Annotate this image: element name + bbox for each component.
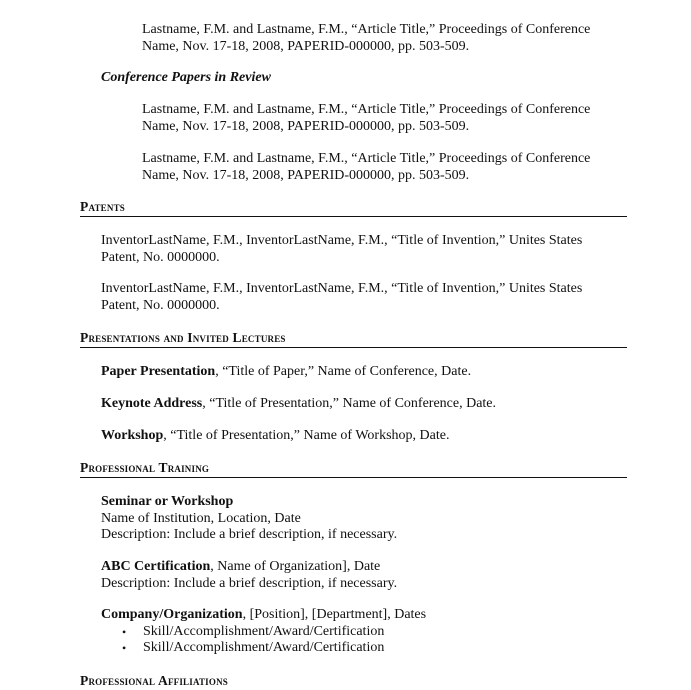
certification-entry xyxy=(101,559,641,592)
conference-paper-entry xyxy=(142,22,662,55)
patent-line: Patent, No. 0000000. xyxy=(101,297,220,313)
certification-title: ABC Certification xyxy=(101,559,211,574)
reference-line: Name, Nov. 17-18, 2008, PAPERID-000000, pp. 503-509. xyxy=(142,118,470,134)
presentation-entry xyxy=(101,428,641,445)
reference-line: Name, Nov. 17-18, 2008, PAPERID-000000, pp. 503-509. xyxy=(142,38,470,54)
section-heading-patents: Patents xyxy=(80,199,627,217)
seminar-entry xyxy=(101,494,641,544)
bullet-icon: • xyxy=(122,624,127,639)
section-heading-training: Professional Training xyxy=(80,460,627,478)
reference-line: Lastname, F.M. and Lastname, F.M., “Article Title,” Proceedings of Conference xyxy=(142,151,591,166)
presentation-details: , “Title of Presentation,” Name of Workshop, Date. xyxy=(163,428,450,443)
section-heading-affiliations: Professional Affiliations xyxy=(80,673,228,688)
presentation-type: Paper Presentation xyxy=(101,364,216,379)
company-details: , [Position], [Department], Dates xyxy=(242,607,427,622)
presentation-details: , “Title of Paper,” Name of Conference, Date. xyxy=(215,364,472,379)
presentation-type: Keynote Address xyxy=(101,396,203,411)
reference-line: Lastname, F.M. and Lastname, F.M., “Article Title,” Proceedings of Conference xyxy=(142,22,591,37)
seminar-description: Description: Include a brief description, if necessary. xyxy=(101,527,398,542)
list-item xyxy=(101,640,641,657)
skills-list xyxy=(101,624,641,657)
reference-line: Name, Nov. 17-18, 2008, PAPERID-000000, pp. 503-509. xyxy=(142,167,470,183)
section-heading-presentations: Presentations and Invited Lectures xyxy=(80,330,627,348)
seminar-institution: Name of Institution, Location, Date xyxy=(101,510,301,526)
presentation-entry xyxy=(101,396,641,413)
company-name: Company/Organization xyxy=(101,607,243,622)
review-paper-entry xyxy=(142,102,662,135)
in-review-subheading: Conference Papers in Review xyxy=(101,70,271,85)
presentation-entry xyxy=(101,364,641,381)
patent-entry xyxy=(101,233,641,266)
reference-line: Lastname, F.M. and Lastname, F.M., “Article Title,” Proceedings of Conference xyxy=(142,102,591,117)
presentation-type: Workshop xyxy=(101,428,164,443)
seminar-title: Seminar or Workshop xyxy=(101,494,234,509)
list-item xyxy=(101,624,641,641)
company-entry xyxy=(101,607,641,657)
skill-text: Skill/Accomplishment/Award/Certification xyxy=(143,640,385,655)
patent-line: Patent, No. 0000000. xyxy=(101,249,220,265)
certification-organization: , Name of Organization], Date xyxy=(210,559,381,574)
certification-description: Description: Include a brief description, if necessary. xyxy=(101,575,398,591)
patent-line: InventorLastName, F.M., InventorLastName, F.M., “Title of Invention,” Unites States xyxy=(101,281,583,296)
skill-text: Skill/Accomplishment/Award/Certification xyxy=(143,623,385,639)
bullet-icon: • xyxy=(122,641,127,655)
review-paper-entry xyxy=(142,151,662,184)
patent-entry xyxy=(101,281,641,314)
patent-line: InventorLastName, F.M., InventorLastName, F.M., “Title of Invention,” Unites States xyxy=(101,233,583,248)
presentation-details: , “Title of Presentation,” Name of Conference, Date. xyxy=(202,396,497,411)
